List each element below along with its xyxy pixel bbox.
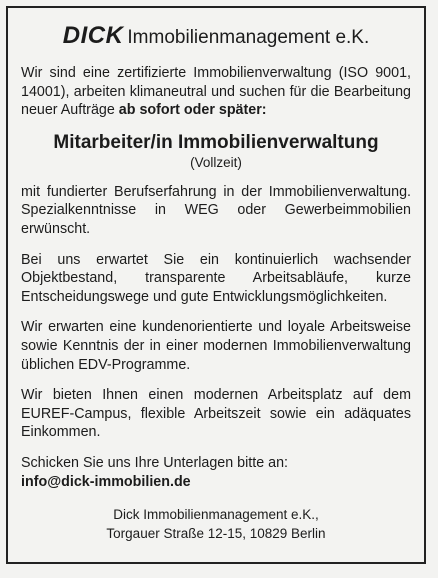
intro-paragraph (21, 64, 411, 120)
job-subtitle: (Vollzeit) (190, 154, 242, 170)
footer-address-block (21, 505, 411, 543)
requirements-paragraph: mit fundierter Berufserfahrung in der Immobilienverwaltung. Spezialkenntnisse in WEG oder Gewerbeimmobilien erwünscht. (21, 183, 411, 237)
job-advertisement (6, 6, 426, 564)
company-header (21, 22, 411, 50)
footer-address: Torgauer Straße 12-15, 10829 Berlin (106, 526, 326, 542)
company-name: Immobilienmanagement e.K. (127, 27, 370, 48)
job-title: Mitarbeiter/in Immobilienverwaltung (53, 131, 379, 153)
brand-logo-text: DICK (62, 22, 124, 49)
benefits-paragraph: Wir bieten Ihnen einen modernen Arbeitsplatz auf dem EUREF-Campus, flexible Arbeitszeit sowie ein adäquates Einkommen. (21, 387, 411, 441)
contact-prompt: Schicken Sie uns Ihre Unterlagen bitte an: (21, 454, 289, 471)
offer-paragraph: Bei uns erwartet Sie ein kontinuierlich wachsender Objektbestand, transparente Arbeitsabläufe, kurze Entscheidungswege und gute Entwicklungsmöglichkeiten. (21, 251, 411, 305)
intro-text: Wir sind eine zertifizierte Immobilienverwaltung (ISO 9001, 14001), arbeiten klimaneutral und suchen für die Bearbeitung neuer Aufträge (21, 65, 411, 119)
footer-company: Dick Immobilienmanagement e.K., (113, 507, 319, 523)
intro-emphasis: ab sofort oder später: (118, 102, 267, 119)
contact-email[interactable]: info@dick-immobilien.de (21, 473, 191, 490)
expectations-paragraph: Wir erwarten eine kundenorientierte und loyale Arbeitsweise sowie Kenntnis der in einer modernen Immobilienverwaltung üblichen EDV-Programme. (21, 319, 411, 373)
